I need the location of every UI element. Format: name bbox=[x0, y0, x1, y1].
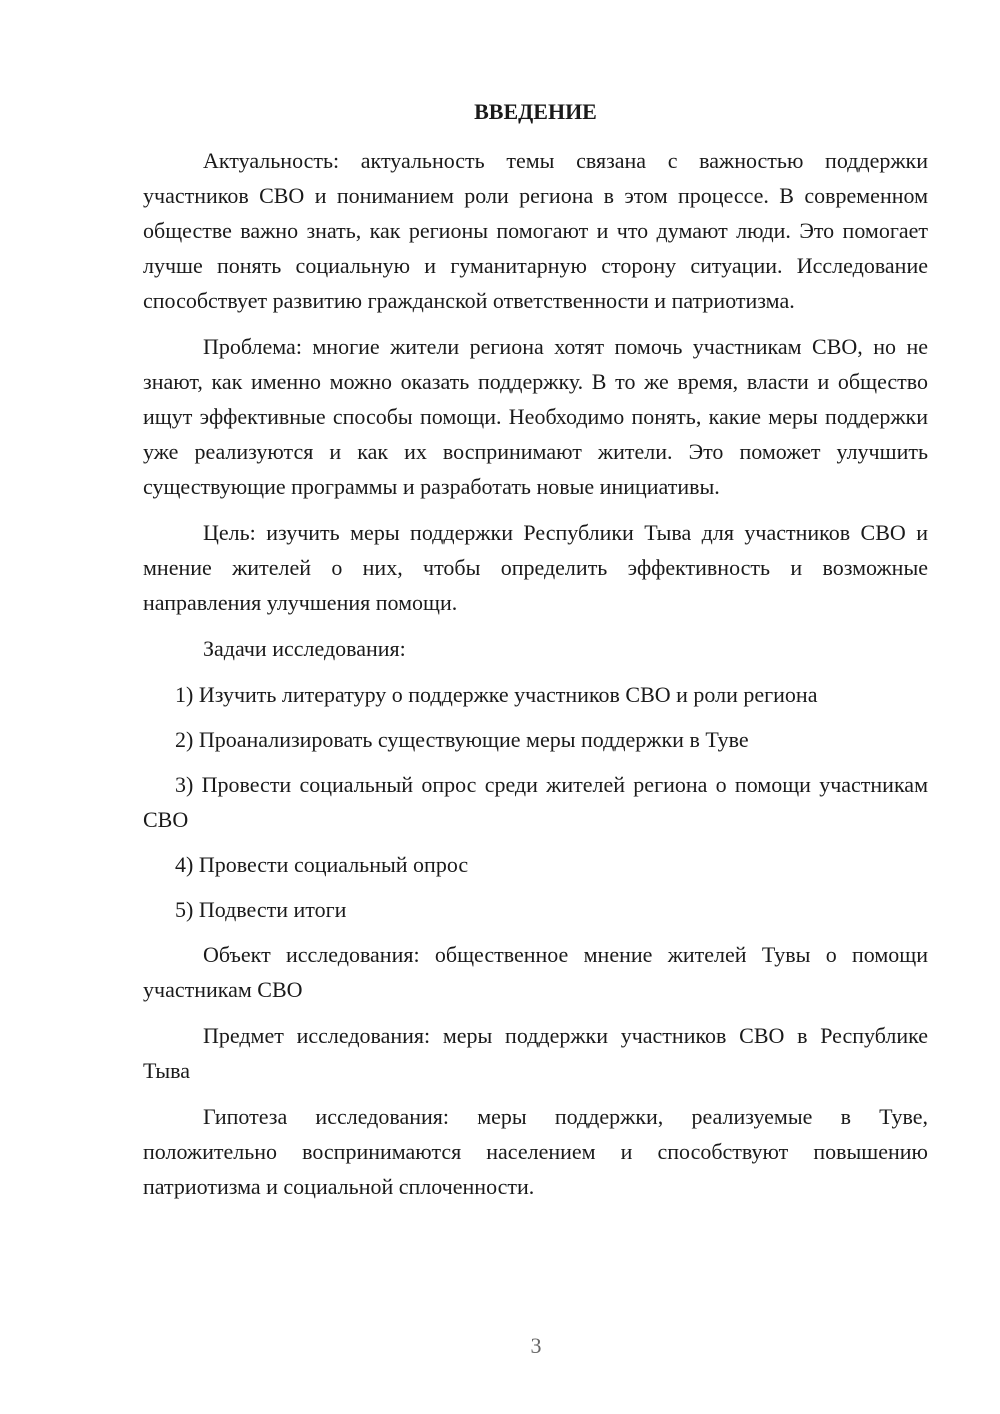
paragraph-object: Объект исследования: общественное мнение жителей Тувы о помощи участникам СВО bbox=[143, 942, 928, 1002]
paragraph-problem: Проблема: многие жители региона хотят помочь участникам СВО, но не знают, как именно можно оказать поддержку. В то же время, власти и общество ищут эффективные способы помощи. Необходимо понять, какие меры поддержки уже реализуются и как их воспринимают жители. Это поможет улучшить существующие программы и разработать новые инициативы. bbox=[143, 334, 928, 499]
tasks-list bbox=[143, 677, 928, 927]
task-item-2: 2) Проанализировать существующие меры поддержки в Туве bbox=[175, 727, 749, 752]
task-item-1: 1) Изучить литературу о поддержке участников СВО и роли региона bbox=[175, 682, 818, 707]
paragraph-tasks-heading: Задачи исследования: bbox=[203, 636, 406, 661]
task-item-3: 3) Провести социальный опрос среди жителей региона о помощи участникам СВО bbox=[143, 772, 928, 832]
paragraph-relevance: Актуальность: актуальность темы связана с важностью поддержки участников СВО и пониманием роли региона в этом процессе. В современном обществе важно знать, как регионы помогают и что думают люди. Это помогает лучше понять социальную и гуманитарную сторону ситуации. Исследование способствует развитию гражданской ответственности и патриотизма. bbox=[143, 148, 928, 313]
document-body bbox=[143, 94, 928, 1204]
paragraph-subject: Предмет исследования: меры поддержки участников СВО в Республике Тыва bbox=[143, 1023, 928, 1083]
paragraph-goal: Цель: изучить меры поддержки Республики Тыва для участников СВО и мнение жителей о них, чтобы определить эффективность и возможные направления улучшения помощи. bbox=[143, 520, 928, 615]
section-title: ВВЕДЕНИЕ bbox=[474, 99, 597, 124]
page-number: 3 bbox=[530, 1333, 542, 1358]
task-item-5: 5) Подвести итоги bbox=[175, 897, 347, 922]
paragraph-hypothesis: Гипотеза исследования: меры поддержки, реализуемые в Туве, положительно воспринимаются населением и способствуют повышению патриотизма и социальной сплоченности. bbox=[143, 1104, 928, 1199]
task-item-4: 4) Провести социальный опрос bbox=[175, 852, 469, 877]
